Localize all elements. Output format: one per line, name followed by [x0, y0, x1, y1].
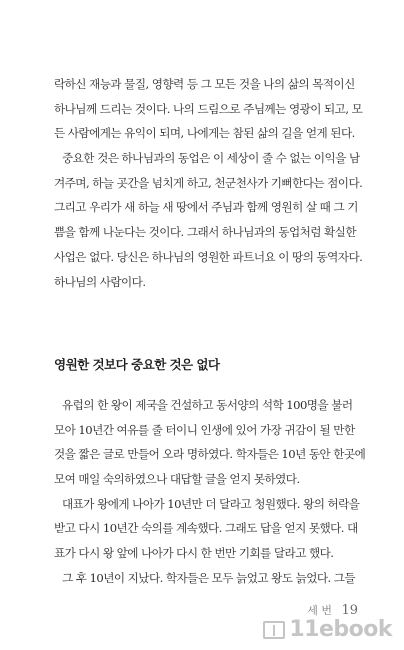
text-line: 그 후 10년이 지났다. 학자들은 모두 늙었고 왕도 늙었다. 그들 — [62, 570, 356, 585]
page-number: 19 — [341, 603, 358, 618]
text-line: 락하신 재능과 물질, 영향력 등 그 모든 것을 나의 삶의 목적이신 — [54, 77, 355, 91]
text-line: 하나님께 드리는 것이다. 나의 드림으로 주님께는 영광이 되고, 모 — [54, 101, 363, 116]
text-line: 것을 짧은 글로 만들어 오라 명하였다. 학자들은 10년 동안 한곳에 — [54, 447, 366, 462]
text-line: 모아 10년간 여유를 줄 터이니 인생에 있어 가장 귀감이 될 만한 — [54, 422, 355, 437]
watermark-text: 11ebook — [289, 617, 392, 642]
text-line: 중요한 것은 하나님과의 동업은 이 세상이 줄 수 없는 이익을 남 — [62, 151, 360, 166]
text-line: 모여 매일 숙의하였으나 대답할 글을 얻지 못하였다. — [54, 472, 300, 487]
page-footer — [307, 602, 358, 618]
text-line: 표가 다시 왕 앞에 나아가 다시 한 번만 기회를 달라고 했다. — [54, 546, 334, 561]
text-line: 든 사람에게는 유익이 되며, 나에게는 참된 삶의 길을 얻게 된다. — [54, 126, 355, 141]
text-line: 쁨을 함께 나눈다는 것이다. 그래서 하나님과의 동업처럼 확실한 — [54, 225, 356, 240]
section-title: 영원한 것보다 중요한 것은 없다 — [54, 357, 220, 372]
text-line: 대표가 왕에게 나아가 10년만 더 달라고 청원했다. 왕의 허락을 — [62, 496, 360, 511]
book-icon — [263, 621, 285, 639]
text-line: 받고 다시 10년간 숙의를 계속했다. 그래도 답을 얻지 못했다. 대 — [54, 521, 358, 536]
watermark-logo — [263, 617, 392, 642]
body-paragraph-1 — [54, 72, 366, 294]
text-line: 그리고 우리가 새 하늘 새 땅에서 주님과 함께 영원히 살 때 그 기 — [54, 200, 358, 215]
footer-label: 세 번 — [307, 604, 332, 617]
text-line: 하나님의 사람이다. — [54, 274, 146, 289]
text-line: 겨주며, 하늘 곳간을 넘치게 하고, 천군천사가 기뻐한다는 점이다. — [54, 175, 363, 190]
text-line: 유럽의 한 왕이 제국을 건설하고 동서양의 석학 100명을 불러 — [62, 398, 353, 412]
body-paragraph-2 — [54, 393, 366, 591]
text-line: 사업은 없다. 당신은 하나님의 영원한 파트너요 이 땅의 동역자다. — [54, 249, 363, 264]
